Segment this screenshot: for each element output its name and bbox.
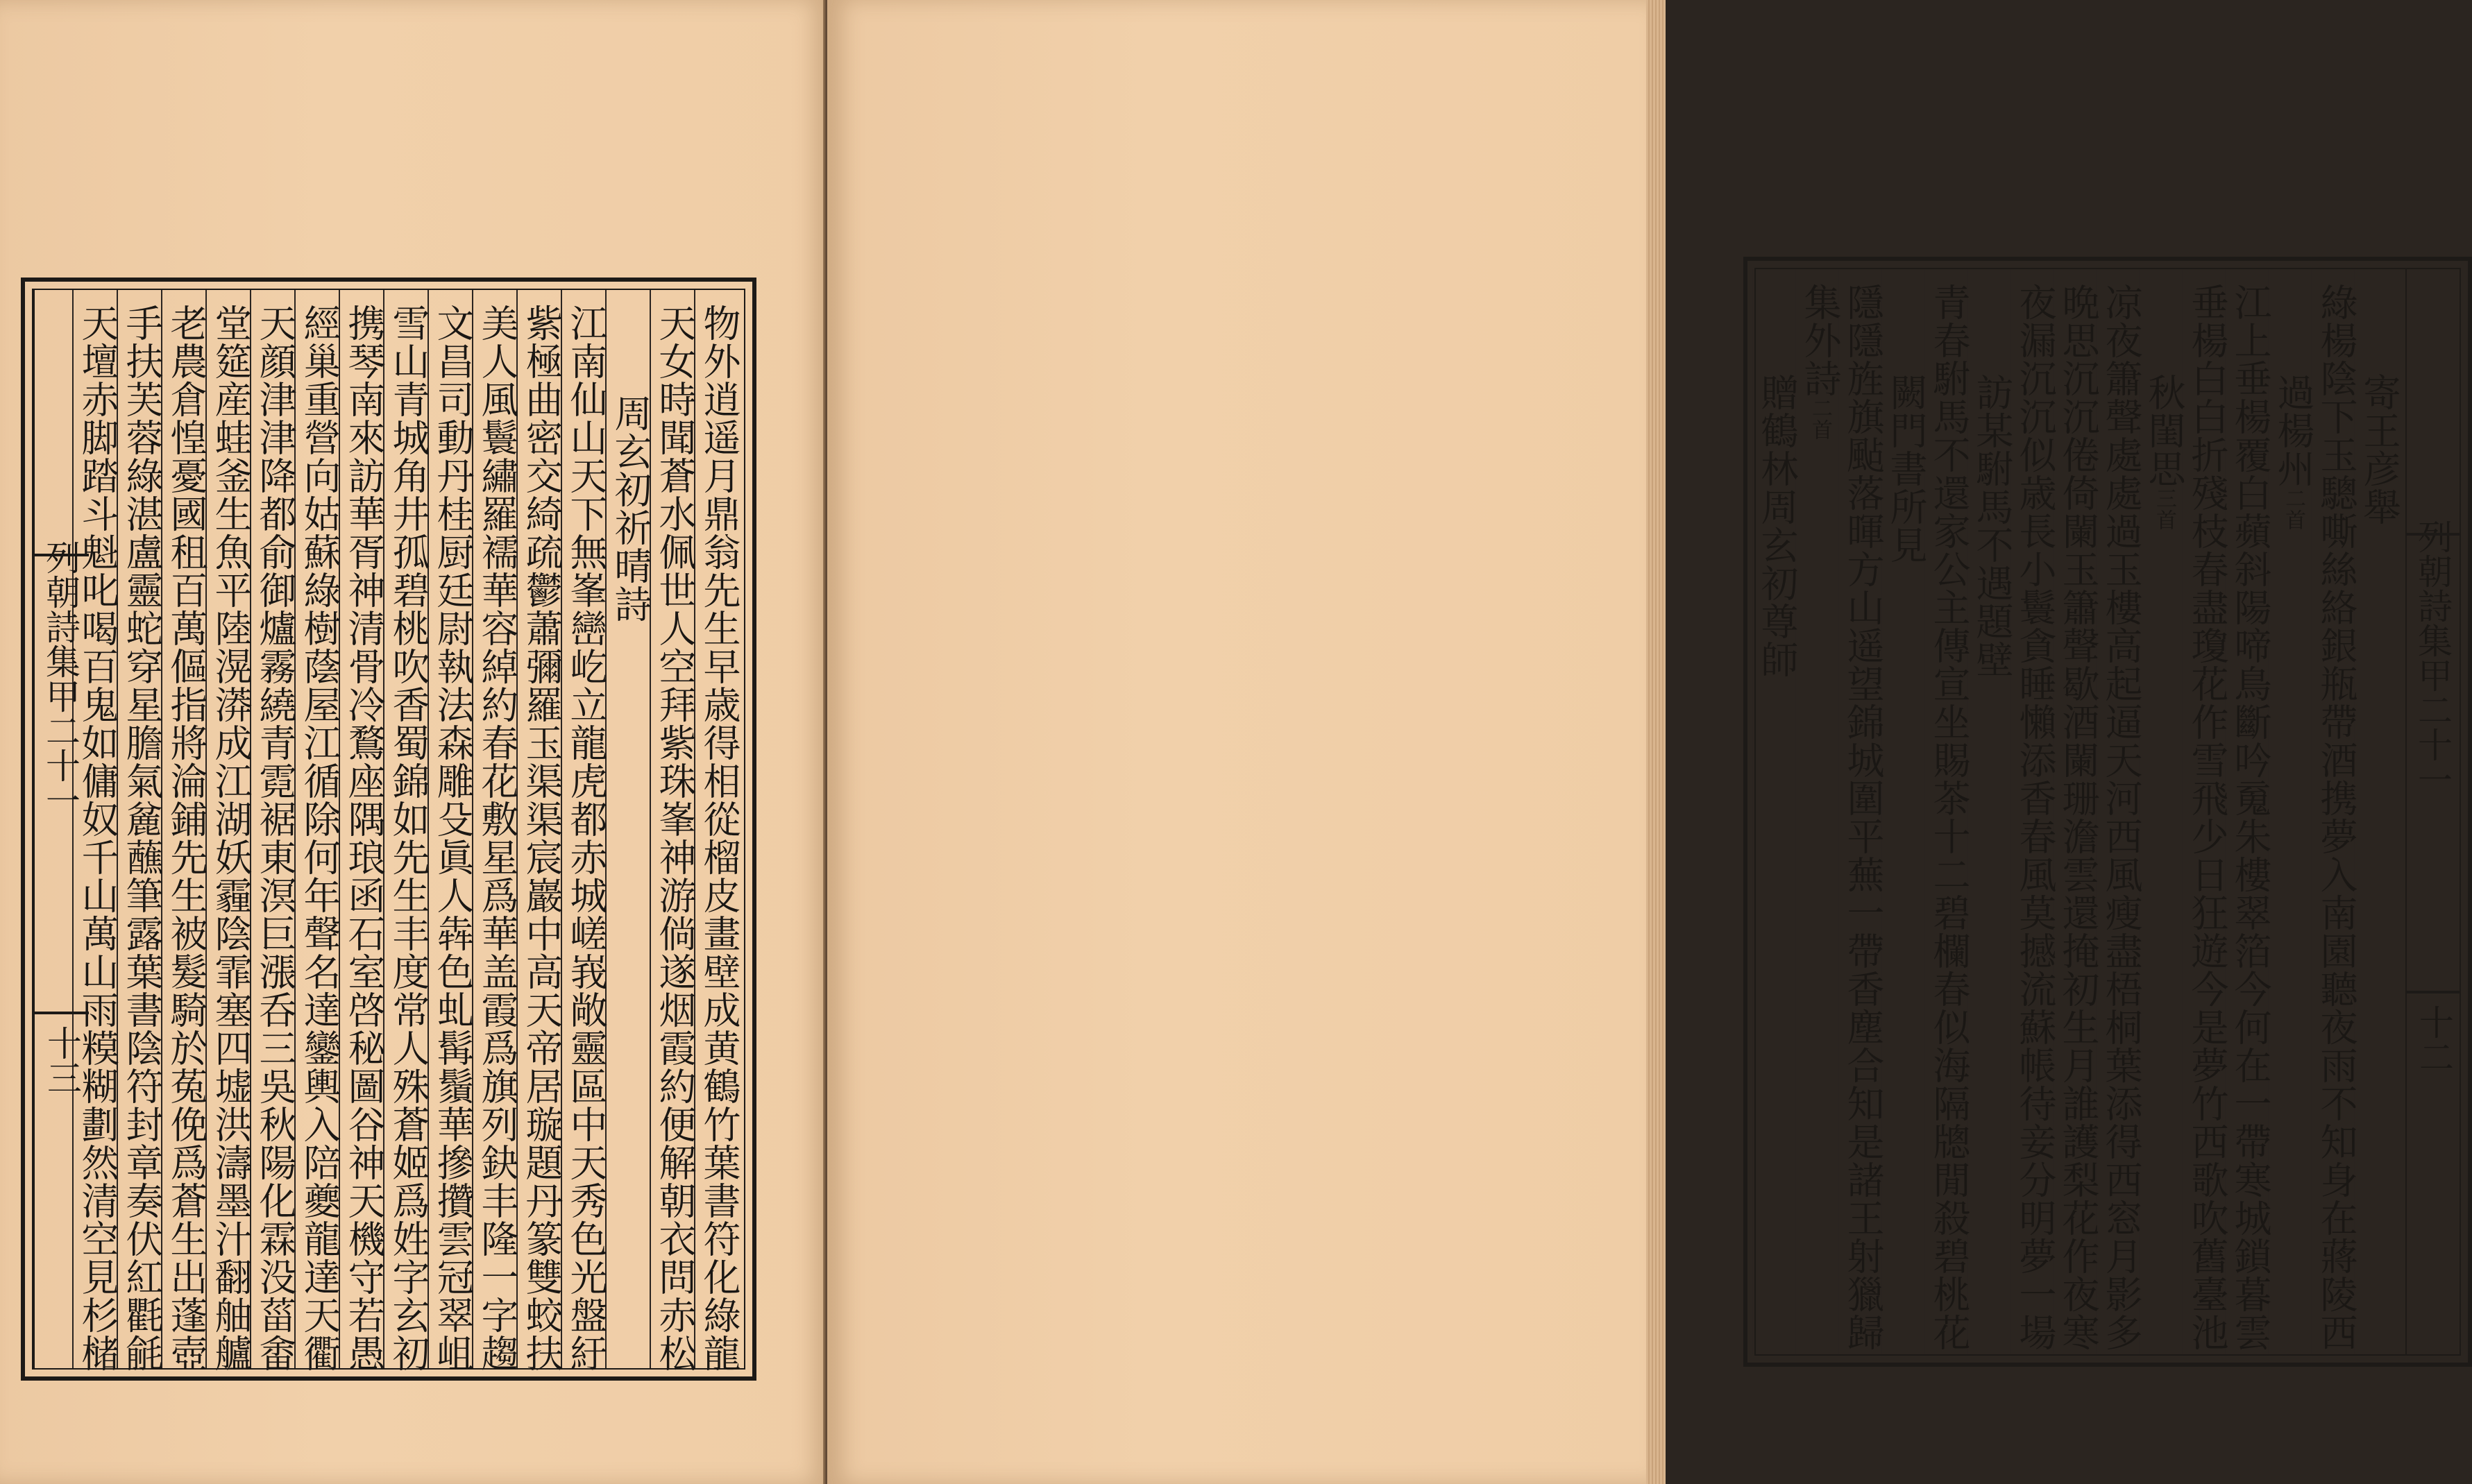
left-text-column — [250, 290, 300, 1372]
page-edges — [1646, 0, 1666, 1484]
column-text: 集外詩 — [1798, 283, 1842, 398]
column-text: 青春駙馬不還家公主傳宣坐賜茶十二碧欄春似海隔牕閒殺碧桃花 — [1927, 283, 1971, 1351]
leaf-number: 十二 — [2414, 1005, 2454, 1074]
left-text-column — [605, 290, 655, 1368]
left-text-column — [472, 290, 522, 1372]
left-text-column — [650, 290, 700, 1372]
right-text-column — [1924, 269, 1974, 1354]
right-text-column — [1838, 269, 1888, 1354]
leaf-number: 十三 — [42, 1025, 82, 1095]
right-text-column — [2053, 269, 2103, 1354]
column-note: 二首 — [2281, 488, 2305, 531]
right-text-column — [2010, 269, 2060, 1354]
column-text: 周玄初祈晴詩 — [609, 394, 652, 623]
left-text-column — [294, 290, 344, 1372]
right-text-frame — [1743, 257, 2472, 1367]
banxin-center-column — [2405, 269, 2460, 1354]
column-text: 美人風鬟繡羅襦華容綽約春花敷星爲華盖霞爲旗列鈌丰隆一字趨 — [475, 304, 519, 1372]
right-text-column — [2311, 269, 2361, 1354]
right-text-column — [1752, 269, 1802, 1354]
right-text-column — [2096, 269, 2146, 1354]
left-text-column — [694, 290, 744, 1372]
column-text: 夜漏沉沉似歳長小鬟貪睡懶添香春風莫撼流蘇帳待妾分明夢一場 — [2013, 283, 2057, 1351]
fishtail-mark — [35, 526, 89, 556]
left-text-column — [161, 290, 211, 1372]
fishtail-mark — [35, 1012, 89, 1020]
column-text: 堂筵産蛙釜生魚平陸滉漭成江湖妖霾陰霏塞四墟洪濤墨汁翻舳艫 — [209, 304, 253, 1372]
left-text-column — [561, 290, 611, 1372]
column-text: 老農倉惶憂國租百萬傴指將淪鋪先生被髮騎於菟俛爲蒼生出蓬壺 — [164, 304, 208, 1372]
right-text-column — [2354, 269, 2404, 1354]
right-text-column — [2268, 269, 2318, 1354]
left-page — [0, 0, 826, 1484]
left-text-column — [117, 290, 167, 1372]
fishtail-mark — [2407, 505, 2461, 536]
column-text: 晩思沉沉倦倚闌玉簫聲歇酒闌珊澹雲還掩初生月誰護梨花作夜寒 — [2056, 283, 2100, 1351]
column-text: 物外逍遥月鼎翁先生早歳得相從榴皮畫壁成黄鶴竹葉書符化綠龍 — [697, 304, 741, 1372]
column-note: 二首 — [1808, 398, 1832, 441]
column-text: 天顔津津降都俞御爐霧繞青霓裾東溟巨漲呑三吳秋陽化霖没菑畬 — [253, 304, 297, 1372]
banxin-title: 列朝詩集甲二十一 — [40, 540, 81, 817]
column-text: 寄王彦舉 — [2357, 373, 2401, 526]
column-text: 紫極曲密交綺疏鬱蕭彌羅玉渠渠宸巖中高天帝居璇題丹篆雙蛟扶 — [520, 304, 564, 1372]
column-text: 文昌司動丹桂厨廷尉執法森雕殳眞人犇色虬髯鬚華摻攢雲冠翠岨 — [431, 304, 475, 1372]
right-text-column — [1967, 269, 2017, 1354]
column-text: 江南仙山天下無峯巒屹立龍虎都赤城嵯峩敞靈區中天秀色光盤紆 — [564, 304, 608, 1372]
right-text-column — [1881, 269, 1931, 1354]
right-page — [827, 0, 2454, 1484]
column-text: 過楊州 — [2271, 373, 2315, 488]
column-text: 携琴南來訪華胥神清骨冷鶩座隅琅函石室啓秘圖谷神天機守若愚 — [342, 304, 386, 1372]
left-text-column — [383, 290, 433, 1372]
column-text: 垂楊白白折殘枝春盡瓊花作雪飛少日狂遊今是夢竹西歌吹舊臺池 — [2185, 283, 2229, 1351]
column-text: 天女時聞蒼水佩世人空拜紫珠峯神游倘遂烟霞約便解朝衣問赤松 — [653, 304, 697, 1372]
column-text: 雪山青城角井孤碧桃吹香蜀錦如先生丰度常人殊蒼姬爲姓字玄初 — [387, 304, 430, 1372]
left-text-column — [205, 290, 255, 1372]
column-text: 秋閨思 — [2142, 373, 2186, 488]
left-text-column — [339, 290, 389, 1372]
column-text: 贈鶴林周玄初尊師 — [1755, 373, 1799, 679]
right-text-column — [1795, 269, 1845, 1354]
column-text: 訪某駙馬不遇題壁 — [1970, 373, 2014, 679]
column-text: 綠楊陰下玉驄嘶絲絡銀瓶帶酒携夢入南園聽夜雨不知身在蔣陵西 — [2314, 283, 2358, 1351]
left-text-frame — [21, 278, 756, 1381]
column-text: 凉夜簫聲處處過玉樓高起逼天河西風瘦盡梧桐葉添得西窓月影多 — [2099, 283, 2143, 1351]
column-text: 闕門書所見 — [1884, 373, 1928, 564]
left-text-column — [516, 290, 566, 1372]
fishtail-mark — [2407, 991, 2461, 999]
banxin-center-column — [33, 290, 87, 1368]
column-text: 江上垂楊覆白蘋斜陽啼鳥斷吟䰟朱樓翠箔今何在一帶寒城鎖暮雲 — [2228, 283, 2272, 1351]
column-text: 天壇赤脚踏斗魁叱喝百鬼如傭奴千山萬山雨糢糊劃然清空見杉槠 — [76, 304, 119, 1372]
column-note: 三首 — [2152, 488, 2176, 531]
left-text-column — [427, 290, 477, 1372]
column-text: 隱隱旌旗颭落暉方山遥望錦城圍平蕪一帶香塵合知是諸王射獵歸 — [1841, 283, 1885, 1351]
column-text: 手扶芙蓉綠湛盧靈蛇穿星膽氣麄蘸筆露葉書陰符封章奏伏紅氍毹 — [120, 304, 164, 1372]
banxin-title: 列朝詩集甲二十一 — [2412, 519, 2453, 796]
right-text-column — [2182, 269, 2232, 1354]
right-text-column — [2225, 269, 2275, 1354]
right-text-column — [2139, 269, 2189, 1354]
column-text: 經巢重營向姑蘇綠樹蔭屋江循除何年聲名達鑾輿入陪夔龍達天衢 — [298, 304, 341, 1372]
